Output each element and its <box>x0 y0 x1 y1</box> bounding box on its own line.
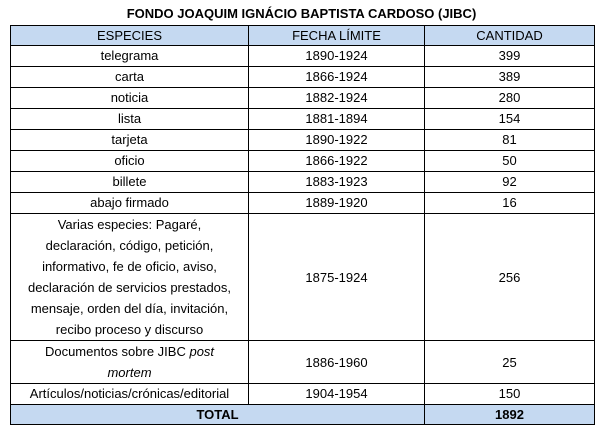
cell-cantidad: 399 <box>425 46 595 67</box>
varias-line: declaración de servicios prestados, <box>27 280 232 295</box>
cell-fecha: 1890-1924 <box>249 46 425 67</box>
cell-especie-varias <box>11 214 249 341</box>
total-row <box>11 405 595 425</box>
header-especies: ESPECIES <box>11 26 249 46</box>
table-row <box>11 46 595 67</box>
cell-especie: carta <box>11 67 249 88</box>
table-row-varias-especies <box>11 214 595 341</box>
header-cantidad: CANTIDAD <box>425 26 595 46</box>
cell-fecha: 1890-1922 <box>249 130 425 151</box>
cell-cantidad: 25 <box>425 341 595 384</box>
cell-fecha: 1866-1924 <box>249 67 425 88</box>
table-row <box>11 130 595 151</box>
cell-cantidad: 81 <box>425 130 595 151</box>
cell-fecha: 1881-1894 <box>249 109 425 130</box>
table-row <box>11 172 595 193</box>
varias-line: mensaje, orden del día, invitación, <box>30 301 229 316</box>
cell-fecha: 1886-1960 <box>249 341 425 384</box>
table-row <box>11 151 595 172</box>
cell-especie-documentos <box>11 341 249 384</box>
table-row-documentos <box>11 341 595 384</box>
cell-cantidad: 150 <box>425 384 595 405</box>
cell-especie: billete <box>11 172 249 193</box>
documentos-text: Documentos sobre JIBC <box>44 344 190 359</box>
table-row <box>11 67 595 88</box>
species-table <box>10 25 595 425</box>
table-row <box>11 109 595 130</box>
cell-cantidad: 50 <box>425 151 595 172</box>
cell-cantidad: 154 <box>425 109 595 130</box>
cell-fecha: 1889-1920 <box>249 193 425 214</box>
table-row <box>11 88 595 109</box>
cell-cantidad: 16 <box>425 193 595 214</box>
cell-especie: tarjeta <box>11 130 249 151</box>
total-value: 1892 <box>425 405 595 425</box>
cell-cantidad: 389 <box>425 67 595 88</box>
cell-fecha: 1883-1923 <box>249 172 425 193</box>
varias-line: Varias especies: Pagaré, <box>57 217 202 232</box>
documentos-post: post <box>189 344 215 359</box>
cell-fecha: 1875-1924 <box>249 214 425 341</box>
varias-line: informativo, fe de oficio, aviso, <box>42 259 217 274</box>
table-row <box>11 193 595 214</box>
cell-cantidad: 256 <box>425 214 595 341</box>
total-label: TOTAL <box>11 405 425 425</box>
table-row-articulos <box>11 384 595 405</box>
varias-line: declaración, código, petición, <box>45 238 214 253</box>
varias-line: recibo proceso y discurso <box>55 322 204 337</box>
cell-fecha: 1882-1924 <box>249 88 425 109</box>
cell-especie: oficio <box>11 151 249 172</box>
cell-especie: telegrama <box>11 46 249 67</box>
cell-fecha: 1866-1922 <box>249 151 425 172</box>
cell-especie: Artículos/noticias/crónicas/editorial <box>11 384 249 405</box>
table-title: FONDO JOAQUIM IGNÁCIO BAPTISTA CARDOSO (JIBC) <box>126 6 477 21</box>
cell-cantidad: 280 <box>425 88 595 109</box>
header-fecha-limite: FECHA LÍMITE <box>249 26 425 46</box>
documentos-mortem: mortem <box>107 365 152 380</box>
cell-especie: abajo firmado <box>11 193 249 214</box>
cell-cantidad: 92 <box>425 172 595 193</box>
cell-fecha: 1904-1954 <box>249 384 425 405</box>
cell-especie: noticia <box>11 88 249 109</box>
documentos-line-1 <box>11 341 248 362</box>
header-row <box>11 26 595 46</box>
cell-especie: lista <box>11 109 249 130</box>
